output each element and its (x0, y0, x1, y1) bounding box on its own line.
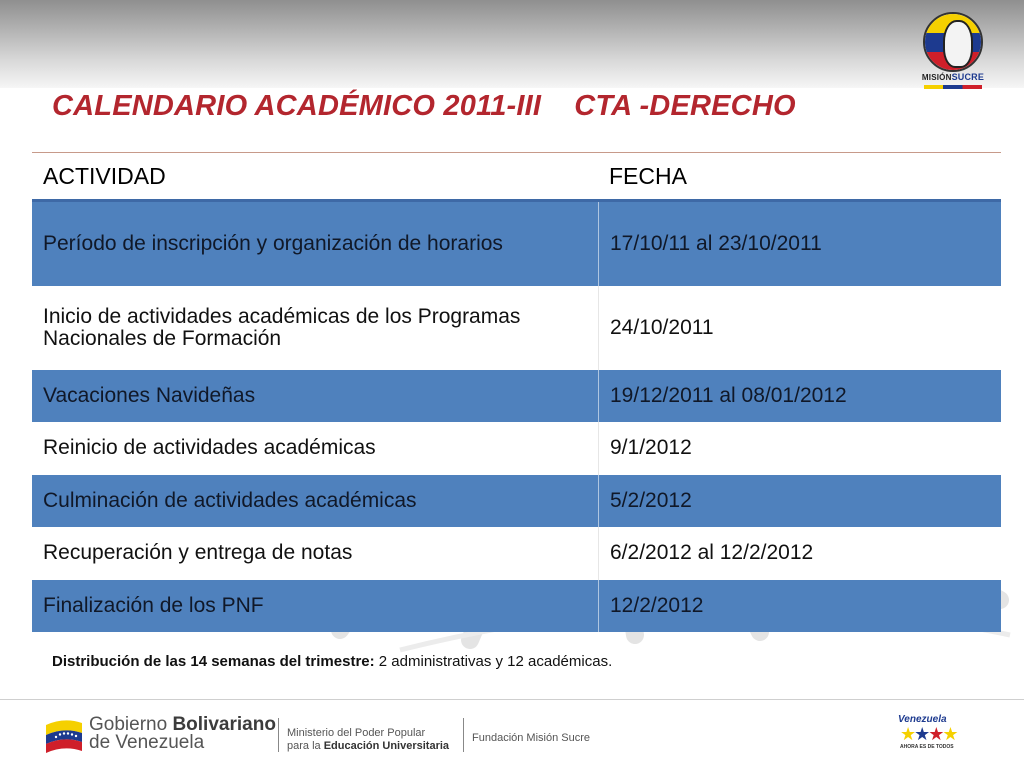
footer-separator (278, 718, 279, 752)
logo-prefix: MISIÓN (921, 73, 952, 82)
activity-cell: Vacaciones Navideñas (43, 383, 256, 407)
activity-cell: Finalización de los PNF (43, 593, 264, 617)
date-cell: 24/10/2011 (598, 286, 1001, 370)
fundacion-mision-sucre: Fundación Misión Sucre (472, 732, 591, 744)
date-cell: 17/10/11 al 23/10/2011 (598, 202, 1001, 286)
activity-cell: Inicio de actividades académicas de los Programas Nacionales de Formación (43, 304, 521, 350)
page-title: CALENDARIO ACADÉMICO 2011-III CTA -DERECHO (52, 90, 796, 122)
top-gradient-band (0, 0, 1024, 88)
column-header-actividad: ACTIVIDAD (43, 162, 166, 189)
table-header-row (32, 153, 1001, 202)
table-row (32, 286, 1001, 370)
note-label: Distribución de las 14 semanas del trimestre: (52, 653, 375, 670)
mision-sucre-logo (918, 12, 988, 90)
gobierno-bolivariano-logo: Gobierno Bolivariano de Venezuela (89, 714, 276, 753)
table-row (32, 202, 1001, 286)
table-row (32, 422, 1001, 475)
activity-cell: Culminación de actividades académicas (43, 488, 417, 512)
flag-stripe (924, 85, 982, 89)
note-text: 2 administrativas y 12 académicas. (374, 653, 613, 670)
trimester-note (52, 653, 612, 670)
footer-divider (0, 699, 1024, 700)
stars-icon: ★★★★ (900, 724, 957, 744)
logo-name: SUCRE (951, 72, 985, 82)
table-row (32, 370, 1001, 422)
date-cell: 6/2/2012 al 12/2/2012 (598, 527, 1001, 580)
ministerio-logo: Ministerio del Poder Popular para la Educación Universitaria (287, 727, 450, 752)
date-cell: 5/2/2012 (598, 475, 1001, 527)
date-cell: 9/1/2012 (598, 422, 1001, 475)
date-cell: 12/2/2012 (598, 580, 1001, 632)
table-row (32, 475, 1001, 527)
table-row (32, 527, 1001, 580)
mision-sucre-emblem (923, 12, 983, 72)
column-header-fecha: FECHA (609, 162, 687, 189)
venezuela-flag-icon (44, 715, 84, 753)
calendar-table (32, 152, 1001, 632)
activity-cell: Período de inscripción y organización de horarios (43, 231, 503, 255)
activity-cell: Recuperación y entrega de notas (43, 541, 353, 565)
portrait-icon (943, 20, 973, 68)
table-row (32, 580, 1001, 632)
date-cell: 19/12/2011 al 08/01/2012 (598, 370, 1001, 422)
activity-cell: Reinicio de actividades académicas (43, 436, 376, 460)
footer-separator (463, 718, 464, 752)
venezuela-ahora-logo: Venezuela ★★★★ AHORA ES DE TODOS (898, 714, 957, 750)
